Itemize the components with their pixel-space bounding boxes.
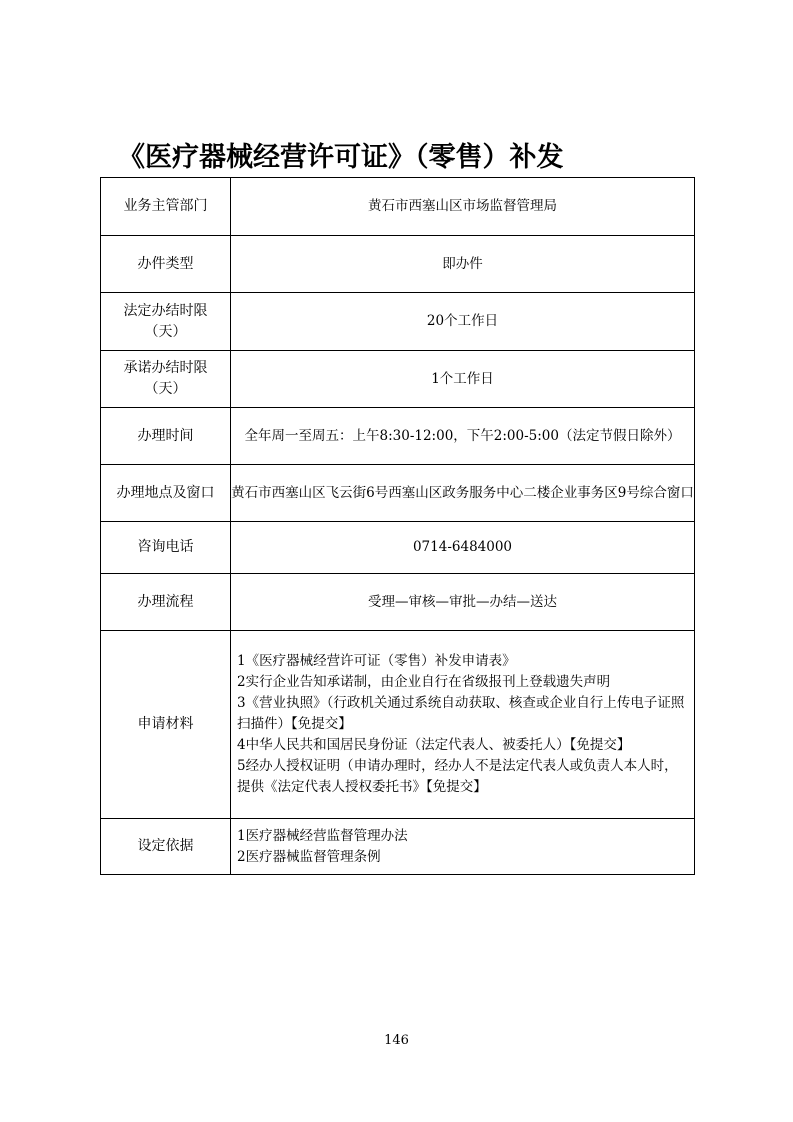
table-row bbox=[101, 178, 695, 236]
basis-label: 设定依据 bbox=[101, 819, 231, 875]
row-value: 0714-6484000 bbox=[231, 522, 695, 574]
table-row bbox=[101, 819, 695, 875]
list-item: 4中华人民共和国居民身份证（法定代表人、被委托人）【免提交】 bbox=[237, 737, 631, 753]
list-item: 1《医疗器械经营许可证（零售）补发申请表》 bbox=[237, 653, 516, 669]
row-value: 黄石市西塞山区市场监督管理局 bbox=[231, 178, 695, 236]
row-value: 全年周一至周五：上午8:30-12:00，下午2:00-5:00（法定节假日除外） bbox=[231, 408, 695, 465]
list-item: 1医疗器械经营监督管理办法 bbox=[237, 827, 408, 844]
row-label: 咨询电话 bbox=[101, 522, 231, 574]
list-item: 2医疗器械监督管理条例 bbox=[237, 848, 381, 865]
row-value: 1个工作日 bbox=[231, 351, 695, 408]
table-row bbox=[101, 293, 695, 351]
table-row bbox=[101, 522, 695, 574]
list-item: 5经办人授权证明（申请办理时，经办人不是法定代表人或负责人本人时，提供《法定代表人授权委托书》【免提交】 bbox=[237, 758, 678, 795]
info-table bbox=[100, 177, 695, 875]
row-label: 办件类型 bbox=[101, 236, 231, 293]
table-row bbox=[101, 236, 695, 293]
page-title: 《医疗器械经营许可证》（零售）补发 bbox=[118, 142, 564, 173]
materials-list bbox=[231, 631, 695, 819]
row-label: 办理时间 bbox=[101, 408, 231, 465]
row-label: 业务主管部门 bbox=[101, 178, 231, 236]
row-value: 黄石市西塞山区飞云街6号西塞山区政务服务中心二楼企业事务区9号综合窗口 bbox=[231, 465, 695, 522]
table-row bbox=[101, 631, 695, 819]
row-label bbox=[101, 351, 231, 408]
row-value: 受理—审核—审批—办结—送达 bbox=[231, 574, 695, 631]
row-label bbox=[101, 293, 231, 351]
table-row bbox=[101, 351, 695, 408]
row-value: 即办件 bbox=[231, 236, 695, 293]
list-item: 3《营业执照》（行政机关通过系统自动获取、核查或企业自行上传电子证照扫描件）【免提交】 bbox=[237, 695, 685, 732]
materials-label: 申请材料 bbox=[101, 631, 231, 819]
row-label-text: 法定办结时限（天） bbox=[123, 302, 208, 340]
basis-list bbox=[231, 819, 695, 875]
row-label: 办理地点及窗口 bbox=[101, 465, 231, 522]
row-value: 20个工作日 bbox=[231, 293, 695, 351]
row-label-text: 承诺办结时限（天） bbox=[123, 360, 208, 397]
table-row bbox=[101, 574, 695, 631]
row-label: 办理流程 bbox=[101, 574, 231, 631]
table-row bbox=[101, 408, 695, 465]
table-row bbox=[101, 465, 695, 522]
page-number: 146 bbox=[384, 1033, 409, 1048]
list-item: 2实行企业告知承诺制，由企业自行在省级报刊上登载遗失声明 bbox=[237, 674, 611, 690]
